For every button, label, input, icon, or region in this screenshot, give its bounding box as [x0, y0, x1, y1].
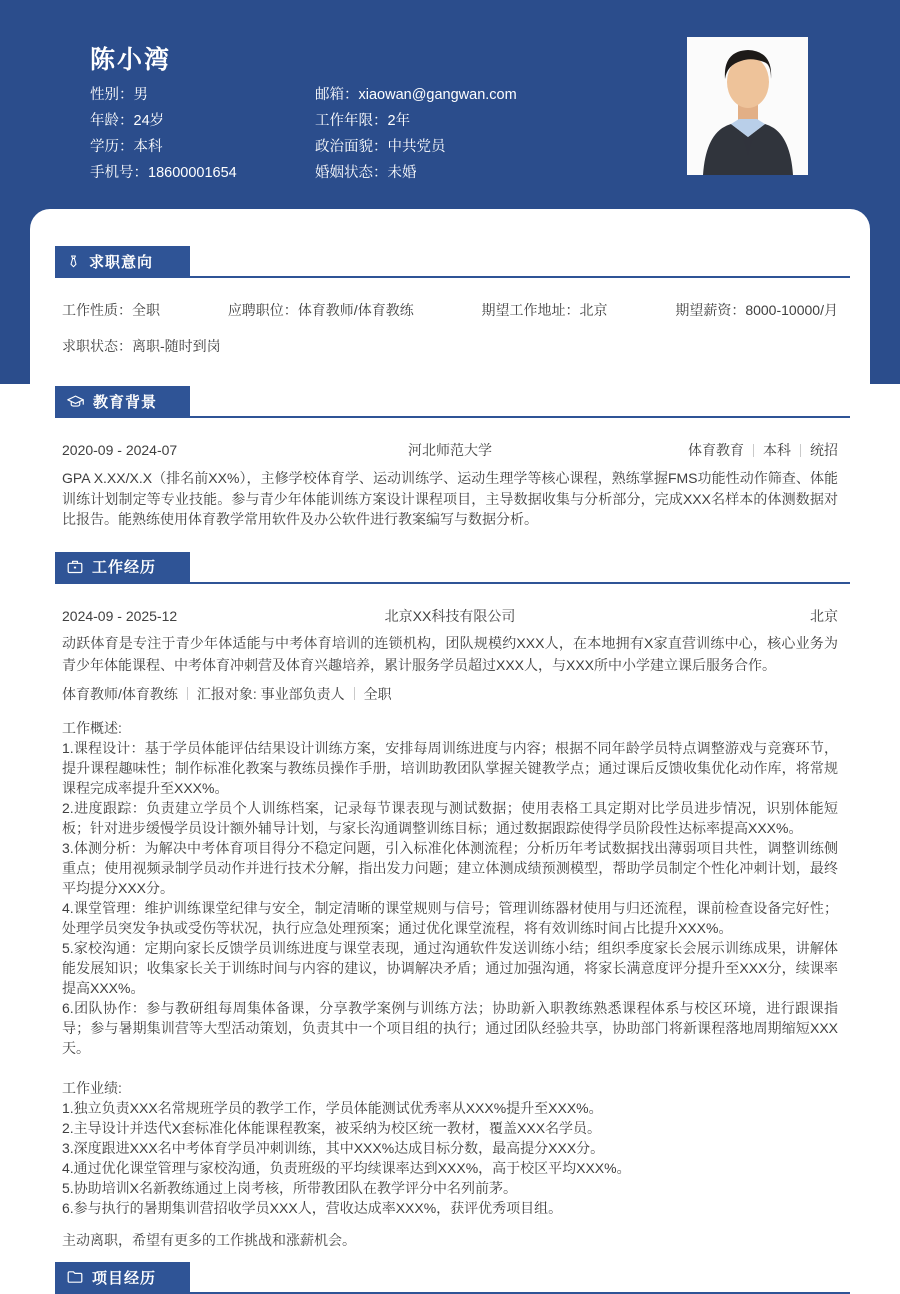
briefcase-icon	[67, 559, 83, 574]
education-major: 体育教育	[688, 442, 744, 458]
overview-label: 工作概述:	[62, 719, 122, 736]
work-role: 体育教师/体育教练	[62, 685, 178, 702]
result-item: 4.通过优化课堂管理与家校沟通，负责班级的平均续课率达到XXX%，高于校区平均XXX%。	[62, 1159, 631, 1176]
field-target-location: 期望工作地址：北京	[481, 302, 608, 318]
personal-info-right	[315, 82, 517, 186]
overview-item: 6.团队协作：参与教研组每周集体备课，分享教学案例与训练方法；协助新入职教练熟悉课程体系与校区环境，进行跟课指导；参与暑期集训营等大型活动策划，负责其中一个项目组的执行；通过团队经验共享，协助部门将新课程落地周期缩短XXX天。	[62, 999, 838, 1056]
candidate-name: 陈小湾	[90, 46, 172, 74]
info-marital-status: 婚姻状态：未婚	[315, 165, 417, 181]
results-label: 工作业绩:	[62, 1079, 122, 1096]
job-intention-fields	[62, 300, 838, 320]
section-projects-header	[55, 1262, 850, 1294]
graduation-cap-icon	[67, 394, 84, 409]
company-intro: 动跃体育是专注于青少年体适能与中考体育培训的连锁机构，团队规模约XXX人，在本地拥有X家直营训练中心，核心业务为青少年体能课程、中考体育冲刺营及体育兴趣培养，累计服务学员超过XXX人，与XXX所中小学建立课后服务合作。	[62, 634, 838, 673]
section-education-header	[55, 386, 850, 418]
profile-photo	[687, 37, 808, 175]
education-entry-row	[62, 440, 838, 460]
section-job-intention-header	[55, 246, 850, 278]
result-item: 5.协助培训X名新教练通过上岗考核，所带教团队在教学评分中名列前茅。	[62, 1179, 518, 1196]
section-title: 工作经历	[92, 559, 157, 576]
info-degree: 学历：本科	[90, 139, 163, 155]
overview-item: 1.课程设计：基于学员体能评估结果设计训练方案，安排每周训练进度与内容；根据不同年龄学员特点调整游戏与竞赛环节，提升课程趣味性；制作标准化教案与教练员操作手册，培训助教团队掌握关键教学点；通过课后反馈收集优化动作库，将常规课程完成率提升至XXX%。	[62, 739, 838, 796]
personal-info-left	[90, 82, 237, 186]
result-item: 6.参与执行的暑期集训营招收学员XXX人，营收达成率XXX%，获评优秀项目组。	[62, 1199, 563, 1216]
overview-item: 2.进度跟踪：负责建立学员个人训练档案，记录每节课表现与测试数据；使用表格工具定期对比学员进步情况，识别体能短板；针对进步缓慢学员设计额外辅导计划，与家长沟通调整训练目标；通过数据跟踪使得学员阶段性达标率提高XXX%。	[62, 799, 838, 836]
work-company: 北京XX科技有限公司	[384, 607, 516, 624]
overview-item: 3.体测分析：为解决中考体育项目得分不稳定问题，引入标准化体测流程；分析历年考试数据找出薄弱项目共性，调整训练侧重点；使用视频录制学员动作并进行技术分解，指出发力问题；建立体测成绩预测模型，帮助学员制定个性化冲刺计划，最终平均提分XXX分。	[62, 839, 838, 896]
folder-icon	[67, 1270, 83, 1284]
leaving-reason: 主动离职，希望有更多的工作挑战和涨薪机会。	[62, 1231, 356, 1248]
overview-item: 5.家校沟通：定期向家长反馈学员训练进度与课堂表现，通过沟通软件发送训练小结；组织季度家长会展示训练成果，讲解体能发展知识；收集家长关于训练时间与内容的建议，协调解决矛盾；通过加强沟通，将家长满意度评分提升至XXX分，续课率提高XXX%。	[62, 939, 838, 996]
education-period: 2020-09 - 2024-07	[62, 442, 178, 458]
info-age: 年龄：24岁	[90, 113, 165, 129]
education-degree: 本科	[763, 442, 791, 458]
field-expected-salary: 期望薪资：8000-10000/月	[675, 302, 838, 318]
work-report-to: 汇报对象: 事业部负责人	[196, 685, 345, 702]
divider	[354, 687, 355, 700]
info-email: 邮箱：xiaowan@gangwan.com	[315, 87, 517, 103]
projects-badge	[55, 1262, 190, 1292]
education-description: GPA X.XX/X.X（排名前XX%），主修学校体育学、运动训练学、运动生理学等核心课程，熟练掌握FMS功能性动作筛查、体能训练计划制定等专业技能。参与青少年体能训练方案设计课程项目，主导数据收集与分析部分，完成XXX名样本的体测数据对比报告。能熟练使用体育教学常用软件及办公软件进行教案编写与数据分析。	[62, 470, 838, 527]
education-school: 河北师范大学	[408, 442, 492, 458]
work-details	[62, 718, 838, 1250]
info-gender: 性别：男	[90, 87, 148, 103]
work-period: 2024-09 - 2025-12	[62, 607, 178, 624]
portrait-illustration	[687, 37, 808, 175]
section-title: 项目经历	[92, 1269, 157, 1287]
overview-item: 4.课堂管理：维护训练课堂纪律与安全，制定清晰的课堂规则与信号；管理训练器材使用与归还流程，课前检查设备完好性；处理学员突发争执或受伤等状况，执行应急处理预案；通过优化课堂流程，将有效训练时间占比提升XXX%。	[62, 899, 838, 936]
result-item: 1.独立负责XXX名常规班学员的教学工作，学员体能测试优秀率从XXX%提升至XXX%。	[62, 1099, 603, 1116]
work-type: 全职	[363, 685, 392, 702]
field-job-nature: 工作性质：全职	[62, 302, 160, 318]
divider	[187, 687, 188, 700]
job-intention-badge	[55, 246, 190, 276]
info-political-status: 政治面貌：中共党员	[315, 139, 446, 155]
field-job-status: 求职状态：离职-随时到岗	[62, 338, 221, 354]
work-badge	[55, 552, 190, 582]
tie-icon	[67, 253, 80, 270]
section-title: 教育背景	[93, 393, 158, 411]
resume-card	[30, 209, 870, 1287]
education-admission: 统招	[810, 442, 838, 458]
field-target-position: 应聘职位：体育教师/体育教练	[227, 302, 414, 318]
work-entry-row	[62, 606, 838, 626]
info-phone: 手机号：18600001654	[90, 165, 237, 181]
work-role-row	[62, 684, 838, 704]
result-item: 3.深度跟进XXX名中考体育学员冲刺训练，其中XXX%达成目标分数，最高提分XXX分。	[62, 1139, 605, 1156]
section-work-header	[55, 552, 850, 584]
info-work-years: 工作年限：2年	[315, 113, 411, 129]
work-location: 北京	[810, 607, 838, 624]
section-title: 求职意向	[89, 253, 154, 271]
education-badge	[55, 386, 190, 416]
result-item: 2.主导设计并迭代X套标准化体能课程教案，被采纳为校区统一教材，覆盖XXX名学员。	[62, 1119, 602, 1136]
